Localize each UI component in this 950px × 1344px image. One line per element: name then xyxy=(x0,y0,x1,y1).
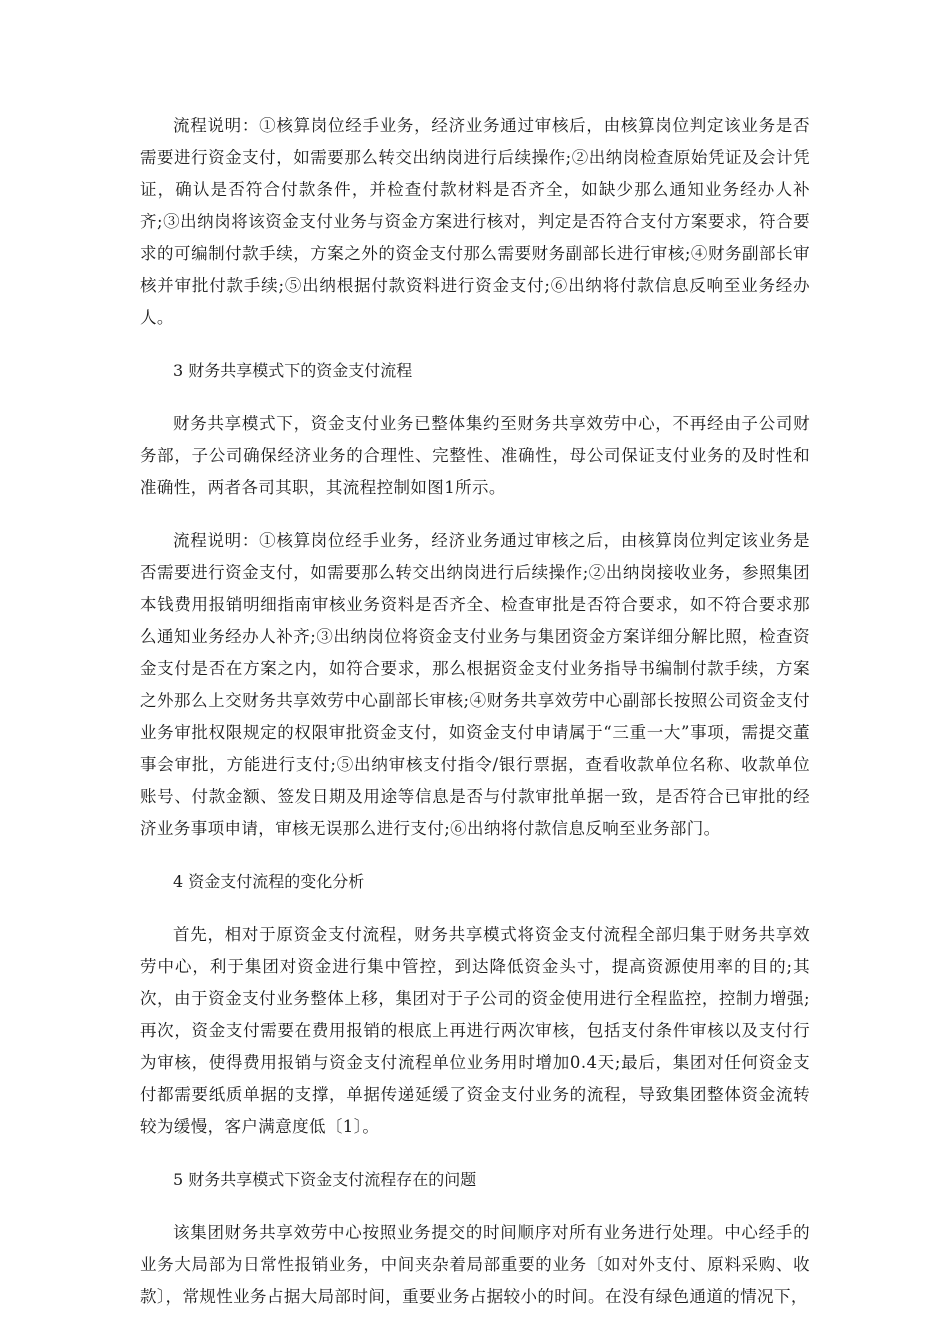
document-page xyxy=(140,110,810,1334)
section-heading-4: 4 资金支付流程的变化分析 xyxy=(173,872,365,891)
paragraph-problems: 该集团财务共享效劳中心按照业务提交的时间顺序对所有业务进行处理。中心经手的业务大局部为日常性报销业务，中间夹杂着局部重要的业务〔如对外支付、原料采购、收款〕，常规性业务占据大局部时间，重要业务占据较小的时间。在没有绿色通道的情况下， xyxy=(140,1223,810,1306)
paragraph-process-description-original: 流程说明：①核算岗位经手业务，经济业务通过审核后，由核算岗位判定该业务是否需要进行资金支付，如需要那么转交出纳岗进行后续操作;②出纳岗检查原始凭证及会计凭证，确认是否符合付款条件，并检查付款材料是否齐全，如缺少那么通知业务经办人补齐;③出纳岗将该资金支付业务与资金方案进行核对，判定是否符合支付方案要求，符合要求的可编制付款手续，方案之外的资金支付那么需要财务副部长进行审核;④财务副部长审核并审批付款手续;⑤出纳根据付款资料进行资金支付;⑥出纳将付款信息反响至业务经办人。 xyxy=(140,116,810,327)
paragraph-shared-mode-intro: 财务共享模式下，资金支付业务已整体集约至财务共享效劳中心，不再经由子公司财务部，子公司确保经济业务的合理性、完整性、准确性，母公司保证支付业务的及时性和准确性，两者各司其职，其流程控制如图1所示。 xyxy=(140,414,810,497)
paragraph-change-analysis: 首先，相对于原资金支付流程，财务共享模式将资金支付流程全部归集于财务共享效劳中心，利于集团对资金进行集中管控，到达降低资金头寸，提高资源使用率的目的;其次，由于资金支付业务整体上移，集团对于子公司的资金使用进行全程监控，控制力增强;再次，资金支付需要在费用报销的根底上再进行两次审核，包括支付条件审核以及支付行为审核，使得费用报销与资金支付流程单位业务用时增加0.4天;最后，集团对任何资金支付都需要纸质单据的支撑，单据传递延缓了资金支付业务的流程，导致集团整体资金流转较为缓慢，客户满意度低〔1〕。 xyxy=(140,925,810,1136)
section-heading-3: 3 财务共享模式下的资金支付流程 xyxy=(173,361,413,380)
section-heading-5: 5 财务共享模式下资金支付流程存在的问题 xyxy=(173,1170,477,1189)
paragraph-process-description-shared: 流程说明：①核算岗位经手业务，经济业务通过审核之后，由核算岗位判定该业务是否需要进行资金支付，如需要那么转交出纳岗进行后续操作;②出纳岗接收业务，参照集团本钱费用报销明细指南审核业务资料是否齐全、检查审批是否符合要求，如不符合要求那么通知业务经办人补齐;③出纳岗位将资金支付业务与集团资金方案详细分解比照，检查资金支付是否在方案之内，如符合要求，那么根据资金支付业务指导书编制付款手续，方案之外那么上交财务共享效劳中心副部长审核;④财务共享效劳中心副部长按照公司资金支付业务审批权限规定的权限审批资金支付，如资金支付申请属于“三重一大”事项，需提交董事会审批，方能进行支付;⑤出纳审核支付指令/银行票据，查看收款单位名称、收款单位账号、付款金额、签发日期及用途等信息是否与付款审批单据一致，是否符合已审批的经济业务事项申请，审核无误那么进行支付;⑥出纳将付款信息反响至业务部门。 xyxy=(140,531,810,838)
